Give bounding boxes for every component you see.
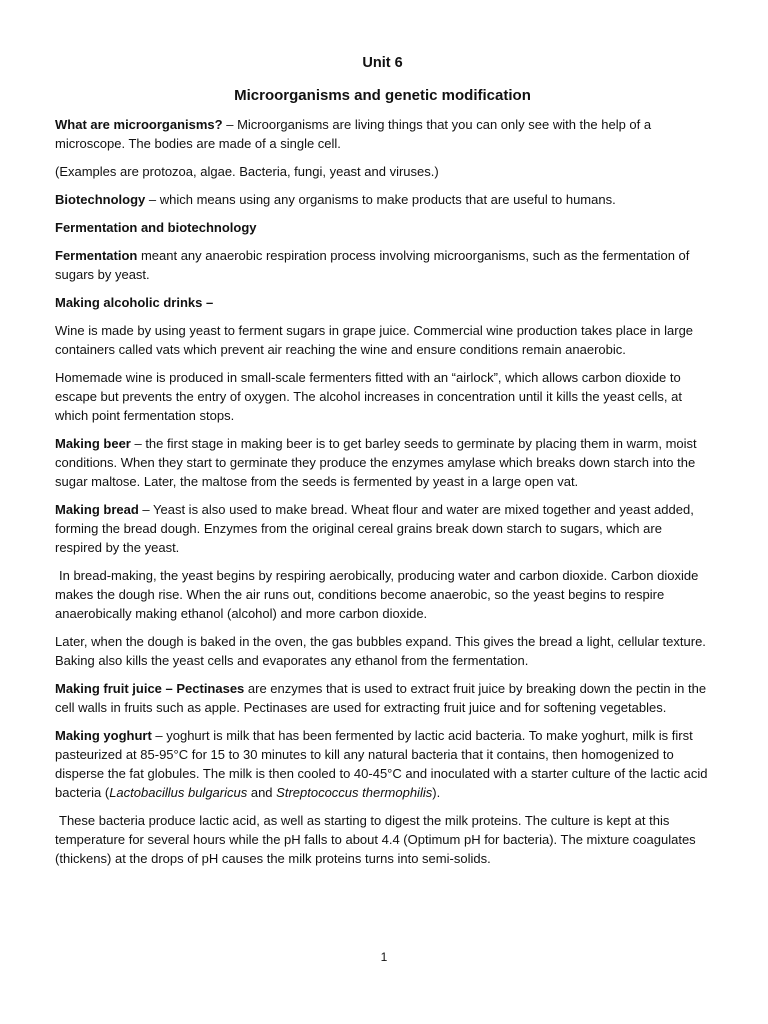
term-fermentation: Fermentation	[55, 248, 138, 263]
paragraph-what-are-microorganisms	[55, 115, 710, 153]
paragraph-text: – yoghurt is milk that has been fermented by lactic acid bacteria. To make yoghurt, milk is first pasteurized at 85-95°C for 15 to 30 minutes to kill any natural bacteria that it contains, then homogenized to disperse the fat globules. The milk is then cooled to 40-45°C and inoculated with a starter culture of the lactic acid bacteria (	[55, 728, 708, 800]
page-title: Microorganisms and genetic modification	[234, 87, 531, 104]
closing-text: ).	[432, 785, 441, 800]
paragraph-text: – the first stage in making beer is to get barley seeds to germinate by placing them in warm, moist conditions. When they start to germinate they produce the enzymes amylase which breaks down starch into the sugar maltose. Later, the maltose from the seeds is fermented by yeast in a large open vat.	[55, 436, 697, 489]
paragraph-baking: Later, when the dough is baked in the oven, the gas bubbles expand. This gives the bread a light, cellular texture. Baking also kills the yeast cells and evaporates any ethanol from the fermentation.	[55, 634, 706, 668]
definition-text: – Microorganisms are living things that you can only see with the help of a microscope. The bodies are made of a single cell.	[55, 117, 652, 151]
paragraph-text: – Yeast is also used to make bread. Wheat flour and water are mixed together and yeast added, forming the bread dough. Enzymes from the original cereal grains break down starch to sugars, which are respired by the yeast.	[55, 502, 694, 555]
page-number: 1	[380, 950, 388, 964]
heading-fermentation-biotechnology	[55, 218, 710, 237]
paragraph-biotechnology	[55, 190, 710, 209]
term-biotechnology: Biotechnology	[55, 192, 146, 207]
term-microorganisms: What are microorganisms?	[55, 117, 223, 132]
paragraph-examples: (Examples are protozoa, algae. Bacteria, fungi, yeast and viruses.)	[55, 164, 439, 179]
paragraph-bacteria: These bacteria produce lactic acid, as well as starting to digest the milk proteins. The culture is kept at this temperature for several hours while the pH falls to about 4.4 (Optimum pH for bacteria). The mixture coagulates (thickens) at the drops of pH causes the milk proteins turns into semi-solids.	[55, 813, 696, 866]
paragraph-text: are enzymes that is used to extract fruit juice by breaking down the pectin in the cell walls in fruits such as apple. Pectinases are used for extracting fruit juice and for softening vegetables.	[55, 681, 707, 715]
section-heading: Fermentation and biotechnology	[55, 220, 257, 235]
term-making-beer: Making beer	[55, 436, 131, 451]
conjunction-text: and	[247, 785, 277, 800]
species-name: Lactobacillus bulgaricus	[109, 785, 248, 800]
term-making-yoghurt: Making yoghurt	[55, 728, 152, 743]
term-making-fruit-juice: Making fruit juice – Pectinases	[55, 681, 245, 696]
paragraph-beer	[55, 434, 710, 491]
paragraph-bread	[55, 500, 710, 557]
paragraph-yoghurt	[55, 726, 710, 802]
heading-alcoholic-drinks	[55, 293, 710, 312]
paragraph-fruit-juice	[55, 679, 710, 717]
paragraph-bread-making: In bread-making, the yeast begins by respiring aerobically, producing water and carbon dioxide. Carbon dioxide makes the dough rise. When the air runs out, conditions become anaerobic, so the yeast begins to respire anaerobically making ethanol (alcohol) and more carbon dioxide.	[55, 568, 699, 621]
unit-heading: Unit 6	[362, 55, 403, 71]
definition-text: – which means using any organisms to make products that are useful to humans.	[145, 192, 616, 207]
definition-text: meant any anaerobic respiration process involving microorganisms, such as the fermentation of sugars by yeast.	[55, 248, 690, 282]
paragraph-wine: Wine is made by using yeast to ferment sugars in grape juice. Commercial wine production takes place in large containers called vats which prevent air reaching the wine and ensure conditions remain anaerobic.	[55, 323, 694, 357]
term-making-bread: Making bread	[55, 502, 139, 517]
paragraph-homemade-wine: Homemade wine is produced in small-scale fermenters fitted with an “airlock”, which allows carbon dioxide to escape but prevents the entry of oxygen. The alcohol increases in concentration until it kills the yeast cells, at which point fermentation stops.	[55, 370, 682, 423]
paragraph-fermentation	[55, 246, 710, 284]
section-heading: Making alcoholic drinks –	[55, 295, 214, 310]
species-name: Streptococcus thermophilis	[276, 785, 433, 800]
